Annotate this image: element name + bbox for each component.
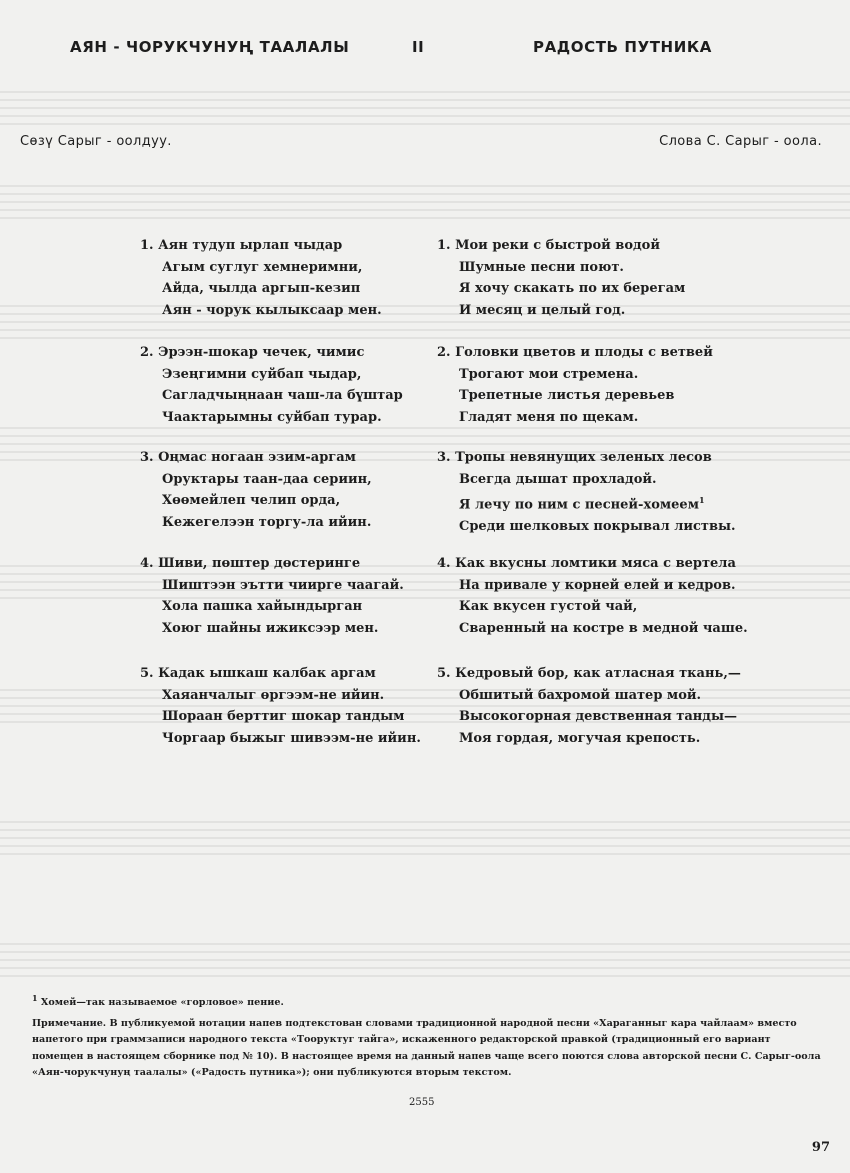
- verse-line: Обшитый бахромой шатер мой.: [459, 687, 702, 703]
- verse-line: Моя гордая, могучая крепость.: [459, 730, 701, 746]
- verse-line: Чаактарымны суйбап турар.: [162, 409, 382, 425]
- verse-line: Я хочу скакать по их берегам: [459, 281, 686, 296]
- verse-line: Высокогорная девственная танды—: [459, 709, 737, 724]
- tuvan-verse-2: [140, 342, 403, 428]
- verse-line: Шиштээн эътти чиирге чаагай.: [162, 577, 404, 593]
- verse-line-text: Я лечу по ним с песней-хомеем: [459, 497, 699, 513]
- verse-line: Айда, чылда аргып-кезип: [162, 281, 361, 296]
- verse-line: Хаяанчалыг өргээм-не ийин.: [162, 687, 385, 703]
- verse-line: Хөөмейлеп челип орда,: [162, 493, 341, 508]
- russian-verse-1: [437, 235, 685, 321]
- tuvan-verse-3: [140, 447, 372, 533]
- verse-line: И месяц и целый год.: [459, 302, 626, 318]
- tuvan-verse-4: [140, 553, 404, 639]
- verse-line: 3. Тропы невянущих зеленых лесов: [437, 450, 712, 465]
- russian-verse-4: [437, 553, 748, 639]
- russian-title: РАДОСТЬ ПУТНИКА: [533, 38, 712, 56]
- russian-verse-5: [437, 663, 741, 749]
- verse-line: Шораан берттиг шокар тандым: [162, 709, 405, 724]
- verse-line: Трогают мои стремена.: [459, 366, 639, 382]
- verse-line: Шумные песни поют.: [459, 259, 624, 275]
- verse-line: 1. Аян тудуп ырлап чыдар: [140, 238, 343, 253]
- verse-line: Сваренный на костре в медной чаше.: [459, 620, 748, 636]
- tuvan-lyricist-credit: Сөзү Сарыг - оолдуу.: [20, 134, 172, 149]
- verse-line: На привале у корней елей и кедров.: [459, 577, 736, 593]
- verse-line: Хоюг шайны ижиксээр мен.: [162, 620, 379, 636]
- footnote: [32, 990, 822, 1012]
- verse-line: 4. Шиви, пөштер дөстеринге: [140, 556, 361, 571]
- editorial-note: Примечание. В публикуемой нотации напев подтекстован словами традиционной народной песни «Хараганныг кара чайлаам» вместо напетого при граммзаписи народного текста «Тооруктуг тайга», искаженного редакторской правкой (традиционный его вариант помещен в настоящем сборнике под № 10). В настоящее время на данный напев чаще всего поются слова авторской песни С. Сарыг-оола «Аян-чорукчунуң таалалы» («Радость путника»); они публикуются вторым текстом.: [32, 1018, 821, 1079]
- page-number: 97: [811, 1140, 830, 1155]
- verse-line: Аян - чорук кылыксаар мен.: [162, 302, 382, 318]
- verse-line: Сагладчыңнаан чаш-ла бүштар: [162, 388, 403, 403]
- verse-line: Чоргаар быжыг шивээм-не ийин.: [162, 730, 421, 746]
- verse-line: 3. Оңмас ногаан эзим-аргам: [140, 450, 356, 465]
- footnote-reference: 1: [699, 495, 705, 505]
- verse-line: [437, 490, 736, 516]
- verse-line: 5. Кедровый бор, как атласная ткань,—: [437, 666, 741, 681]
- tuvan-verse-1: [140, 235, 382, 321]
- footnote-marker: 1: [32, 993, 38, 1003]
- verse-line: Гладят меня по щекам.: [459, 409, 639, 425]
- verse-line: Хола пашка хайындырган: [162, 599, 363, 614]
- russian-verse-3: [437, 447, 736, 537]
- verse-line: 5. Кадак ышкаш калбак аргам: [140, 666, 376, 681]
- print-code: 2555: [409, 1097, 435, 1108]
- song-number: II: [412, 38, 425, 56]
- verse-line: Всегда дышат прохладой.: [459, 471, 657, 487]
- verse-line: Оруктары таан-даа сериин,: [162, 471, 372, 487]
- verse-line: Агым суглуг хемнеримни,: [162, 259, 363, 275]
- verse-line: Как вкусен густой чай,: [459, 599, 638, 614]
- verse-line: Трепетные листья деревьев: [459, 388, 675, 403]
- verse-line: Кежегелээн торгу-ла ийин.: [162, 514, 372, 530]
- verse-line: 2. Эрээн-шокар чечек, чимис: [140, 345, 365, 360]
- verse-line: 4. Как вкусны ломтики мяса с вертела: [437, 556, 736, 571]
- verse-line: Эзеңгимни суйбап чыдар,: [162, 366, 362, 382]
- verse-line: 1. Мои реки с быстрой водой: [437, 238, 660, 253]
- russian-lyricist-credit: Слова С. Сарыг - оола.: [659, 134, 822, 149]
- verse-line: Среди шелковых покрывал листвы.: [459, 518, 736, 534]
- tuvan-verse-5: [140, 663, 421, 749]
- tuvan-title: АЯН - ЧОРУКЧУНУҢ ТААЛАЛЫ: [70, 38, 350, 56]
- verse-line: 2. Головки цветов и плоды с ветвей: [437, 345, 713, 360]
- russian-verse-2: [437, 342, 713, 428]
- footnote-text: Хомей—так называемое «горловое» пение.: [40, 997, 284, 1009]
